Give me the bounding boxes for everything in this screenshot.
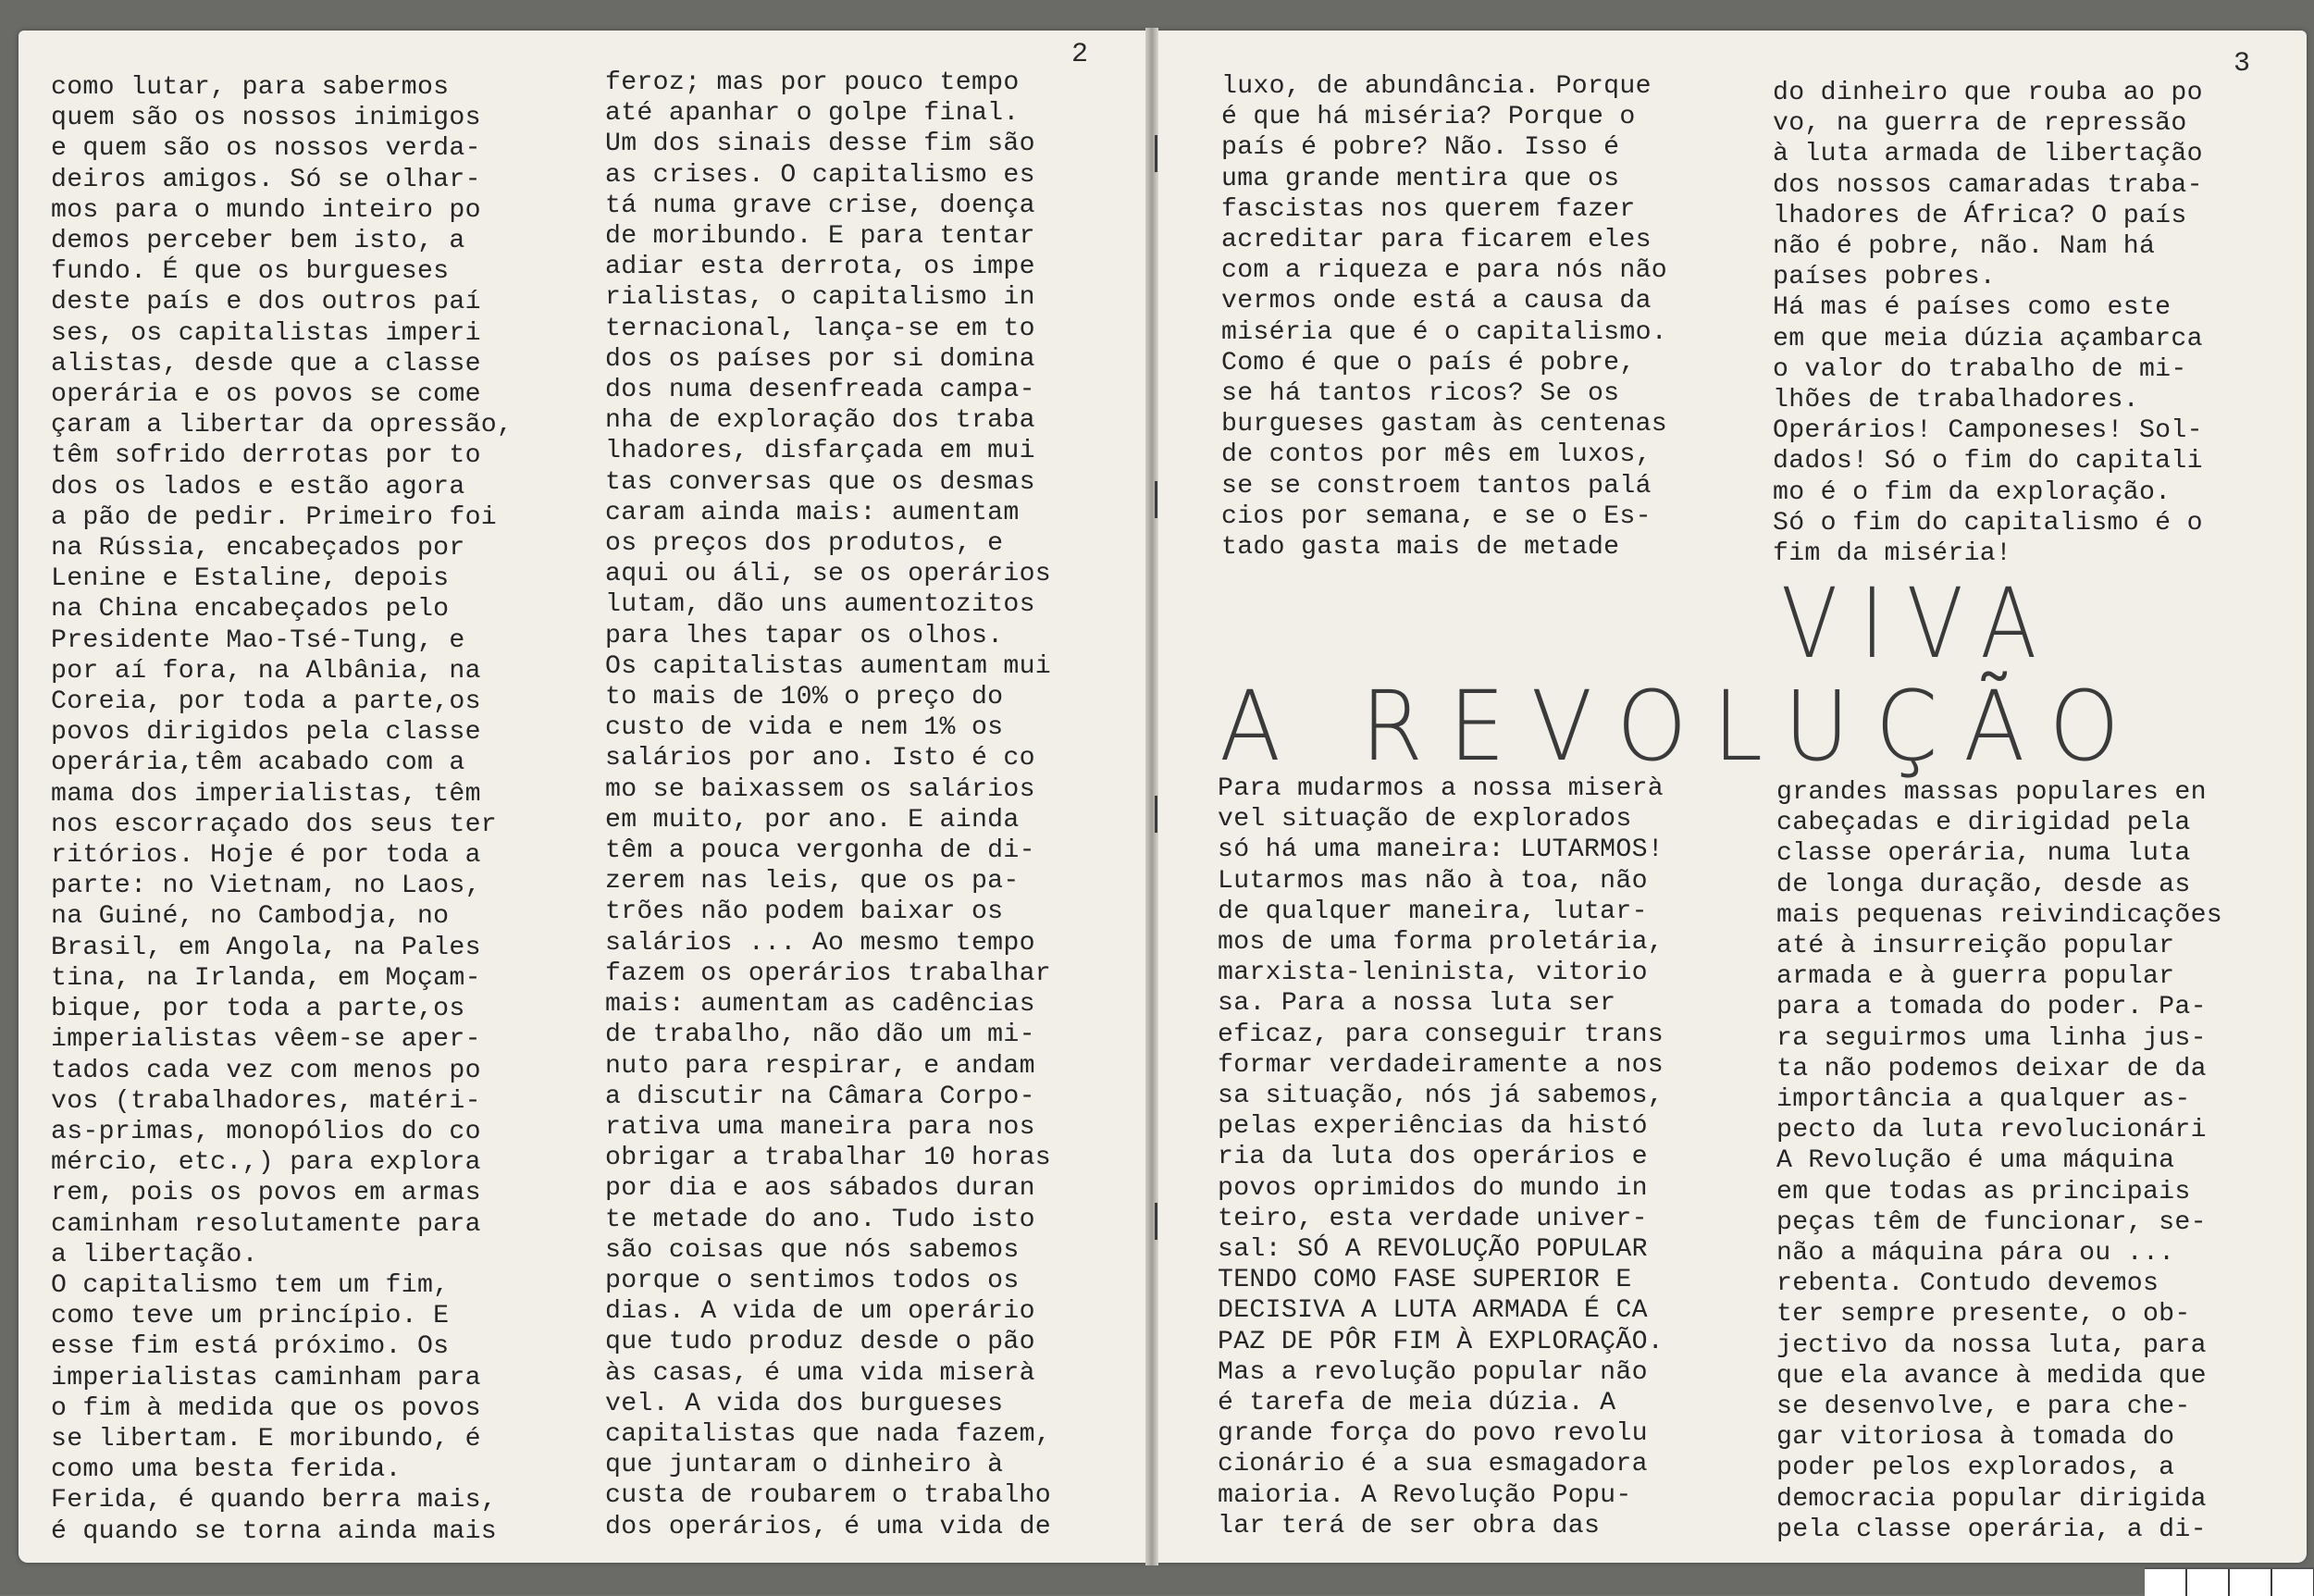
headline-viva: VIVA	[1781, 567, 2060, 680]
margin-mark	[1155, 135, 1157, 172]
text-column-4-top: do dinheiro que rouba ao po vo, na guerra de repressão à luta armada de libertação dos nossos camaradas traba- lhadores de África? O país não é pobre, não. Nam há países pobres. Há mas é países como este em que meia dúzia açambarca o valor do trabalho de mi- lhões de trabalhadores. Operários! Camponeses! Sol- dados! Só o fim do capitali mo é o fim da exploração. Só o fim do capitalismo é o fim da miséria!	[1773, 79, 2203, 569]
text-column-2: feroz; mas por pouco tempo até apanhar o golpe final. Um dos sinais desse fim são as crises. O capitalismo es tá numa grave crise, doença de moribundo. E para tentar adiar esta derrota, os impe rialistas, o capitalismo in ternacional, lança-se em to dos os países por si domina dos numa desenfreada campa- nha de exploração dos traba lhadores, disfarçada em mui tas conversas que os desmas caram ainda mais: aumentam os preços dos produtos, e aqui ou áli, se os operários lutam, dão uns aumentozitos para lhes tapar os olhos. Os capitalistas aumentam mui to mais de 10% o preço do custo de vida e nem 1% os salários por ano. Isto é co mo se baixassem os salários em muito, por ano. E ainda têm a pouca vergonha de di- zerem nas leis, que os pa- trões não podem baixar os salários ... Ao mesmo tempo fazem os operários trabalhar mais: aumentam as cadências de trabalho, não dão um mi- nuto para respirar, e andam a discutir na Câmara Corpo- rativa uma maneira para nos obrigar a trabalhar 10 horas por dia e aos sábados duran te metade do ano. Tudo isto são coisas que nós sabemos porque o sentimos todos os dias. A vida de um operário que tudo produz desde o pão às casas, é uma vida miserà vel. A vida dos burgueses capitalistas que nada fazem, que juntaram o dinheiro à custa de roubarem o trabalho dos operários, é uma vida de	[605, 68, 1052, 1541]
margin-mark	[1155, 481, 1157, 518]
page-number-right: 3	[2234, 48, 2251, 80]
text-column-1: como lutar, para sabermos quem são os nossos inimigos e quem são os nossos verda- deiros amigos. Só se olhar- mos para o mundo inteiro po demos perceber bem isto, a fundo. É que os burgueses deste país e dos outros paí ses, os capitalistas imperi alistas, desde que a classe operária e os povos se come çaram a libertar da opressão, têm sofrido derrotas por to dos os lados e estão agora a pão de pedir. Primeiro foi na Rússia, encabeçados por Lenine e Estaline, depois na China encabeçados pelo Presidente Mao-Tsé-Tung, e por aí fora, na Albânia, na Coreia, por toda a parte,os povos dirigidos pela classe operária,têm acabado com a mama dos imperialistas, têm nos escorraçado dos seus ter ritórios. Hoje é por toda a parte: no Vietnam, no Laos, na Guiné, no Cambodja, no Brasil, em Angola, na Pales tina, na Irlanda, em Moçam- bique, por toda a parte,os imperialistas vêem-se aper- tados cada vez com menos po vos (trabalhadores, matéri- as-primas, monopólios do co mércio, etc.,) para explora rem, pois os povos em armas caminham resolutamente para a libertação. O capitalismo tem um fim, como teve um princípio. E esse fim está próximo. Os imperialistas caminham para o fim à medida que os povos se libertam. E moribundo, é como uma besta ferida. Ferida, é quando berra mais, é quando se torna ainda mais	[51, 73, 514, 1546]
text-column-3-top: luxo, de abundância. Porque é que há miséria? Porque o país é pobre? Não. Isso é uma grande mentira que os fascistas nos querem fazer acreditar para ficarem eles com a riqueza e para nós não vermos onde está a causa da miséria que é o capitalismo. Como é que o país é pobre, se há tantos ricos? Se os burgueses gastam às centenas de contos por mês em luxos, se se constroem tantos palá cios por semana, e se o Es- tado gasta mais de metade	[1221, 72, 1668, 563]
margin-mark	[1155, 796, 1157, 833]
text-column-3-bottom: Para mudarmos a nossa miserà vel situação de explorados só há uma maneira: LUTARMOS! Lutarmos mas não à toa, não de qualquer maneira, lutar- mos de uma forma proletária, marxista-leninista, vitorio sa. Para a nossa luta ser eficaz, para conseguir trans formar verdadeiramente a nos sa situação, nós já sabemos, pelas experiências da histó ria da luta dos operários e povos oprimidos do mundo in teiro, esta verdade univer- sal: SÓ A REVOLUÇÃO POPULAR TENDO COMO FASE SUPERIOR E DECISIVA A LUTA ARMADA É CA PAZ DE PÔR FIM À EXPLORAÇÃO. Mas a revolução popular não é tarefa de meia dúzia. A grande força do povo revolu cionário é a sua esmagadora maioria. A Revolução Popu- lar terá de ser obra das	[1218, 774, 1664, 1540]
scale-ruler	[2145, 1567, 2314, 1596]
text-column-4-bottom: grandes massas populares en cabeçadas e dirigidad pela classe operária, numa luta de longa duração, desde as mais pequenas reivindicações até à insurreição popular armada e à guerra popular para a tomada do poder. Pa- ra seguirmos uma linha jus- ta não podemos deixar de da importância a qualquer as- pecto da luta revolucionári A Revolução é uma máquina em que todas as principais peças têm de funcionar, se- não a máquina pára ou ... rebenta. Contudo devemos ter sempre presente, o ob- jectivo da nossa luta, para que ela avance à medida que se desenvolve, e para che- gar vitoriosa à tomada do poder pelos explorados, a democracia popular dirigida pela classe operária, a di-	[1776, 778, 2223, 1544]
page-number-left: 2	[1071, 39, 1089, 70]
margin-mark	[1155, 1203, 1157, 1240]
headline-a-revolucao: A REVOLUÇÃO	[1219, 670, 2146, 783]
